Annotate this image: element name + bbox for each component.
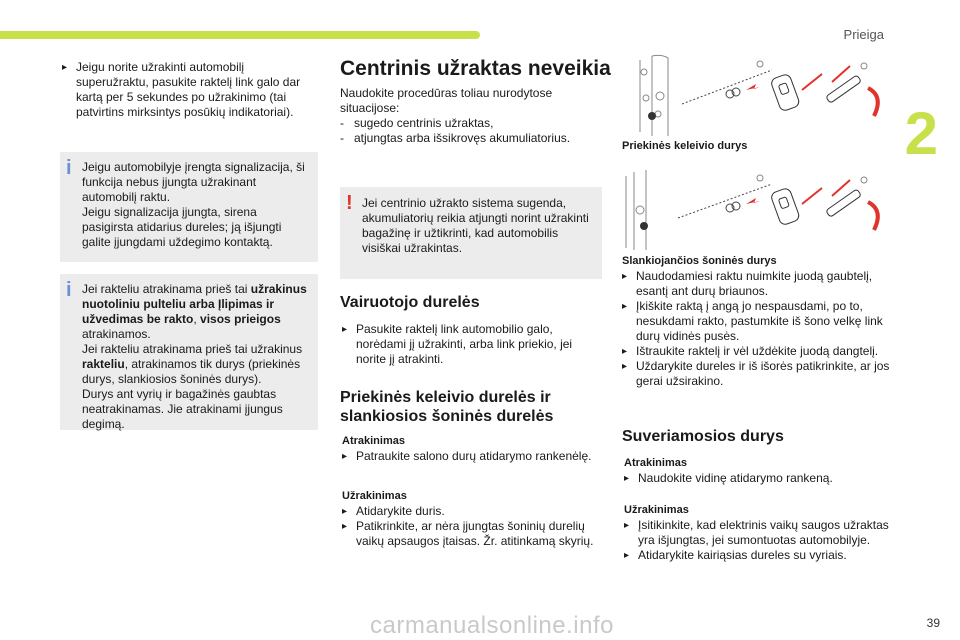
info-unlock-para-3: Durys ant vyrių ir bagažinės gaubtas neatrakinamas. Jie atrakinami įjungus degimą. — [82, 387, 283, 431]
passenger-door-heading: Priekinės keleivio durelės ir slankiosios šoninės durelės — [340, 389, 554, 425]
warning-text: Jei centrinio užrakto sistema sugenda, akumuliatorių reikia atjungti norint užrakinti bagažinę ir užtikrinti, kad automobilis visiškai užrakintas. — [362, 196, 589, 255]
info-alarm-text-1: Jeigu automobilyje įrengta signalizacija, ši funkcija nebus įjungta užrakinant automobilį raktu. — [82, 160, 305, 204]
driver-door-heading: Vairuotojo durelės — [340, 294, 480, 311]
passenger-unlock-block: Atrakinimas ▸ Patraukite salono durų atidarymo rankenėlę. — [342, 434, 602, 464]
arrow-bullet-icon: ▸ — [342, 521, 348, 532]
arrow-bullet-icon: ▸ — [62, 62, 68, 73]
lock-label: Užrakinimas — [342, 490, 407, 502]
lock-label: Užrakinimas — [624, 504, 689, 516]
info-alarm-text-2: Jeigu signalizacija įjungta, sirena pasigirsta atidarius dureles; ją išjungti galite įjungdami uždegimo kontaktą. — [82, 205, 282, 249]
arrow-bullet-icon: ▸ — [342, 324, 348, 335]
sliding-door-block: Slankiojančios šoninės durys ▸ Naudodamiesi raktu nuimkite juodą gaubtelį, esantį ant durų briaunos. ▸ Įkiškite raktą į angą jo nespausdami, po to, nesukdami rakto, pastumkite iš šono velkę link durų vidinės pusės. ▸ Ištraukite raktelį ir vėl uždėkite juodą dangtelį. ▸ Uždarykite dureles ir iš išorės patikrinkite, ar jos gerai užsirakino. — [622, 254, 892, 389]
arrow-bullet-icon: ▸ — [622, 361, 628, 372]
caption-front-passenger: Priekinės keleivio durys — [622, 140, 748, 152]
swing-doors-heading: Suveriamosios durys — [622, 428, 784, 445]
swing-lock-block: Užrakinimas ▸ Įsitikinkite, kad elektrinis vaikų saugos užraktas yra išjungtas, jei sumontuotas automobilyje. ▸ Atidarykite kairiąsias dureles su vyriais. — [624, 503, 892, 563]
info-box-unlock — [60, 274, 318, 430]
sliding-door-illustration — [622, 166, 892, 252]
caption-sliding-door: Slankiojančios šoninės durys — [622, 255, 777, 267]
driver-door-bullet: ▸ Pasukite raktelį link automobilio galo, norėdami jį užrakinti, arba link priekio, jei norite jį atrakinti. — [342, 322, 573, 366]
info-unlock-para-2: Jei rakteliu atrakinama prieš tai užrakinus rakteliu, atrakinamos tik durys (priekinės durys, slankiosios šoninės durys). — [82, 342, 303, 386]
chapter-color-bar — [0, 31, 480, 39]
arrow-bullet-icon: ▸ — [624, 473, 630, 484]
arrow-bullet-icon: ▸ — [624, 520, 630, 531]
intro-text: Naudokite procedūras toliau nurodytose situacijose: — [340, 86, 553, 115]
unlock-label: Atrakinimas — [342, 435, 405, 447]
passenger-lock-block: Užrakinimas ▸ Atidarykite duris. ▸ Patikrinkite, ar nėra įjungtas šoninių durelių vaikų apsaugos įtaisas. Žr. atitinkamą skyrių. — [342, 489, 602, 549]
warning-box — [340, 187, 602, 279]
left-bullet-superlock: ▸ Jeigu norite užrakinti automobilį superužraktu, pasukite raktelį link galo dar kartą per 5 sekundes po užrakinimo (tai patvirtins mirksintys posūkių indikatoriai). — [62, 60, 301, 119]
intro-block: Naudokite procedūras toliau nurodytose situacijose: - sugedo centrinis užraktas, - atjungtas arba išsikrovęs akumuliatorius. — [340, 86, 602, 146]
arrow-bullet-icon: ▸ — [342, 506, 348, 517]
exclamation-icon: ! — [346, 192, 353, 214]
dash-item-2: atjungtas arba išsikrovęs akumuliatorius. — [354, 131, 571, 145]
info-icon: i — [66, 157, 72, 179]
front-passenger-door-illustration — [622, 52, 892, 138]
page-number: 39 — [926, 616, 940, 630]
arrow-bullet-icon: ▸ — [622, 346, 628, 357]
arrow-bullet-icon: ▸ — [624, 550, 630, 561]
unlock-label: Atrakinimas — [624, 457, 687, 469]
arrow-bullet-icon: ▸ — [622, 271, 628, 282]
arrow-bullet-icon: ▸ — [342, 451, 348, 462]
section-title: Prieiga — [843, 27, 884, 42]
chapter-number: 2 — [904, 100, 938, 167]
swing-unlock-block: Atrakinimas ▸ Naudokite vidinę atidarymo rankeną. — [624, 456, 892, 486]
watermark: carmanualsonline.info — [370, 612, 614, 639]
info-icon: i — [66, 279, 72, 301]
arrow-bullet-icon: ▸ — [622, 301, 628, 312]
info-box-alarm — [60, 152, 318, 262]
info-unlock-para-1: Jei rakteliu atrakinama prieš tai užrakinus nuotoliniu pulteliu arba Įlipimas ir užvedimas be rakto, visos prieigos atrakinamos. — [82, 282, 307, 341]
page-title: Centrinis užraktas neveikia — [340, 57, 611, 80]
dash-item-1: sugedo centrinis užraktas, — [354, 116, 494, 130]
